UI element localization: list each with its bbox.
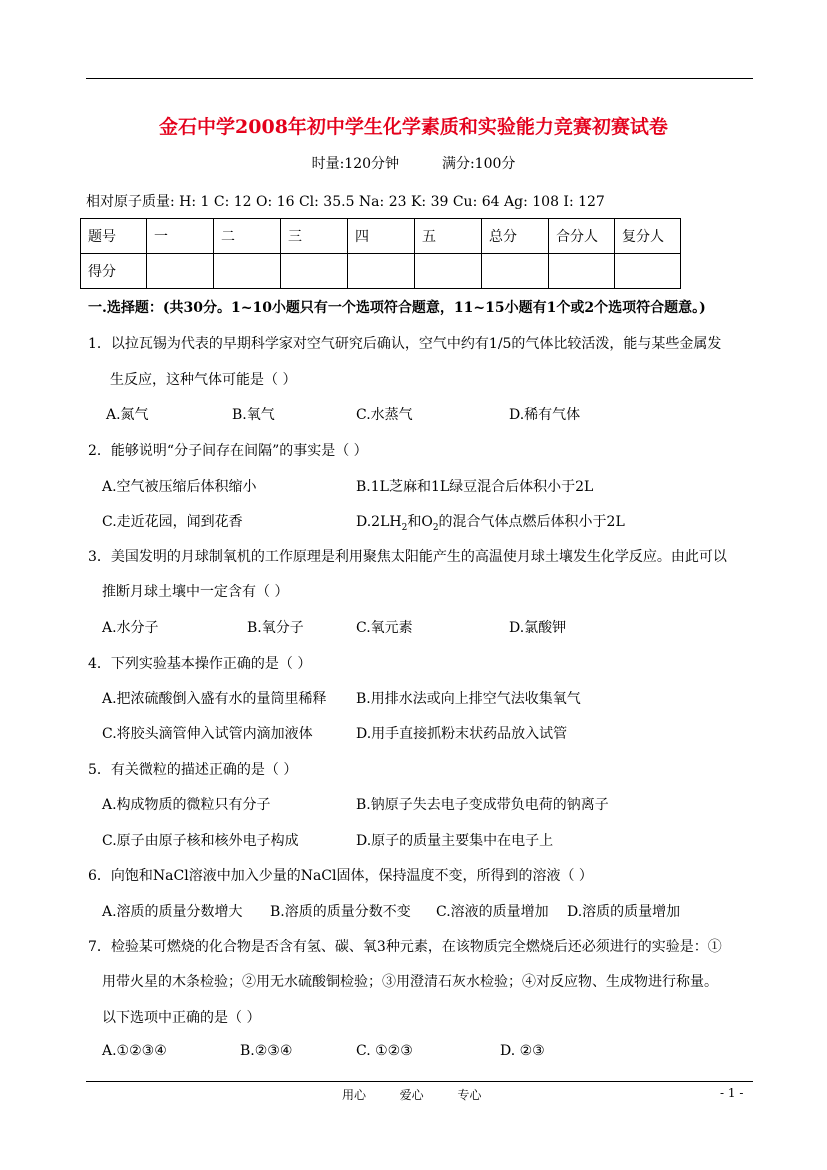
option-a: A.水分子 bbox=[102, 620, 159, 636]
option-a: A.构成物质的微粒只有分子 bbox=[102, 797, 271, 813]
question-7-line1: 7．检验某可燃烧的化合物是否含有氢、碳、氧3种元素，在该物质完全燃烧后还必须进行的实验是：① bbox=[88, 939, 722, 955]
option-b: B.氧气 bbox=[232, 407, 275, 423]
table-cell: 复分人 bbox=[615, 219, 681, 254]
footer-motto-1: 用心 bbox=[342, 1088, 367, 1102]
option-d: D.溶质的质量增加 bbox=[567, 904, 681, 920]
option-c: C. ①②③ bbox=[356, 1043, 413, 1059]
table-cell: 五 bbox=[415, 219, 482, 254]
table-cell: 题号 bbox=[81, 219, 147, 254]
option-c: C.水蒸气 bbox=[356, 407, 413, 423]
option-d: D. ②③ bbox=[500, 1043, 545, 1059]
score-table bbox=[80, 218, 681, 289]
exam-time: 时量:120分钟 bbox=[311, 156, 400, 172]
option-d: D.用手直接抓粉末状药品放入试管 bbox=[356, 726, 568, 742]
option-d: D.氯酸钾 bbox=[509, 620, 567, 636]
option-c: C.溶液的质量增加 bbox=[436, 904, 549, 920]
table-cell: 一 bbox=[147, 219, 214, 254]
atomic-mass-line: 相对原子质量: H: 1 C: 12 O: 16 Cl: 35.5 Na: 23 K: 39 Cu: 64 Ag: 108 I: 127 bbox=[86, 194, 605, 210]
option-c: C.原子由原子核和核外电子构成 bbox=[102, 833, 299, 849]
score-input-cell[interactable] bbox=[615, 254, 681, 289]
option-b: B.溶质的质量分数不变 bbox=[270, 904, 411, 920]
option-a: A.氮气 bbox=[106, 407, 149, 423]
question-7-line2: 用带火星的木条检验；②用无水硫酸铜检验；③用澄清石灰水检验；④对反应物、生成物进行称量。 bbox=[102, 974, 718, 990]
section-heading: 一.选择题：(共30分。1~10小题只有一个选项符合题意，11~15小题有1个或2个选项符合题意。) bbox=[88, 300, 706, 316]
score-input-cell[interactable] bbox=[147, 254, 214, 289]
table-cell: 三 bbox=[281, 219, 348, 254]
option-b: B.②③④ bbox=[240, 1043, 293, 1059]
option-b: B.钠原子失去电子变成带负电荷的钠离子 bbox=[356, 797, 609, 813]
option-d: D.稀有气体 bbox=[509, 407, 581, 423]
option-c: C.将胶头滴管伸入试管内滴加液体 bbox=[102, 726, 313, 742]
table-cell: 合分人 bbox=[549, 219, 615, 254]
page-title: 金石中学2008年初中学生化学素质和实验能力竞赛初赛试卷 bbox=[159, 116, 668, 138]
question-7-line3: 以下选项中正确的是（ ） bbox=[102, 1010, 261, 1026]
question-3-line2: 推断月球土壤中一定含有（ ） bbox=[102, 584, 289, 600]
option-a: A.溶质的质量分数增大 bbox=[102, 904, 243, 920]
table-cell: 二 bbox=[214, 219, 281, 254]
option-d: $D.2LH_2$和$O_2$的混合气体点燃后体积小于2L bbox=[356, 514, 625, 533]
option-a: A.①②③④ bbox=[102, 1043, 167, 1059]
top-rule bbox=[86, 78, 753, 79]
question-4-line1: 4．下列实验基本操作正确的是（ ） bbox=[88, 656, 312, 672]
option-a: A.空气被压缩后体积缩小 bbox=[102, 479, 257, 495]
question-1-line1: 1．以拉瓦锡为代表的早期科学家对空气研究后确认，空气中约有1/5的气体比较活泼，能与某些金属发 bbox=[88, 336, 722, 352]
table-row bbox=[81, 254, 681, 289]
option-c: C.走近花园，闻到花香 bbox=[102, 514, 243, 530]
question-1-line2: 生反应，这种气体可能是（ ） bbox=[110, 372, 297, 388]
option-b: B.1L芝麻和1L绿豆混合后体积小于2L bbox=[356, 479, 594, 495]
exam-full-score: 满分:100分 bbox=[441, 156, 516, 172]
table-cell: 得分 bbox=[81, 254, 147, 289]
footer-motto-3: 专心 bbox=[457, 1088, 482, 1102]
score-input-cell[interactable] bbox=[415, 254, 482, 289]
table-cell: 四 bbox=[348, 219, 415, 254]
option-b: B.用排水法或向上排空气法收集氧气 bbox=[356, 691, 581, 707]
footer-rule bbox=[86, 1081, 753, 1082]
question-3-line1: 3．美国发明的月球制氧机的工作原理是利用聚焦太阳能产生的高温使月球土壤发生化学反应。由此可以 bbox=[88, 549, 727, 565]
table-row bbox=[81, 219, 681, 254]
question-2-line1: 2．能够说明“分子间存在间隔”的事实是（ ） bbox=[88, 443, 368, 459]
footer-motto-2: 爱心 bbox=[399, 1088, 424, 1102]
table-cell: 总分 bbox=[482, 219, 549, 254]
footer-motto bbox=[342, 1086, 481, 1103]
exam-info bbox=[0, 153, 827, 173]
score-input-cell[interactable] bbox=[348, 254, 415, 289]
score-input-cell[interactable] bbox=[281, 254, 348, 289]
option-b: B.氧分子 bbox=[247, 620, 304, 636]
page-number: - 1 - bbox=[720, 1086, 744, 1100]
question-5-line1: 5．有关微粒的描述正确的是（ ） bbox=[88, 762, 298, 778]
score-input-cell[interactable] bbox=[214, 254, 281, 289]
option-c: C.氧元素 bbox=[356, 620, 413, 636]
option-d: D.原子的质量主要集中在电子上 bbox=[356, 833, 554, 849]
option-a: A.把浓硫酸倒入盛有水的量筒里稀释 bbox=[102, 691, 327, 707]
score-input-cell[interactable] bbox=[482, 254, 549, 289]
question-6-line1: 6．向饱和NaCl溶液中加入少量的NaCl固体，保持温度不变，所得到的溶液（ ） bbox=[88, 868, 593, 884]
score-input-cell[interactable] bbox=[549, 254, 615, 289]
